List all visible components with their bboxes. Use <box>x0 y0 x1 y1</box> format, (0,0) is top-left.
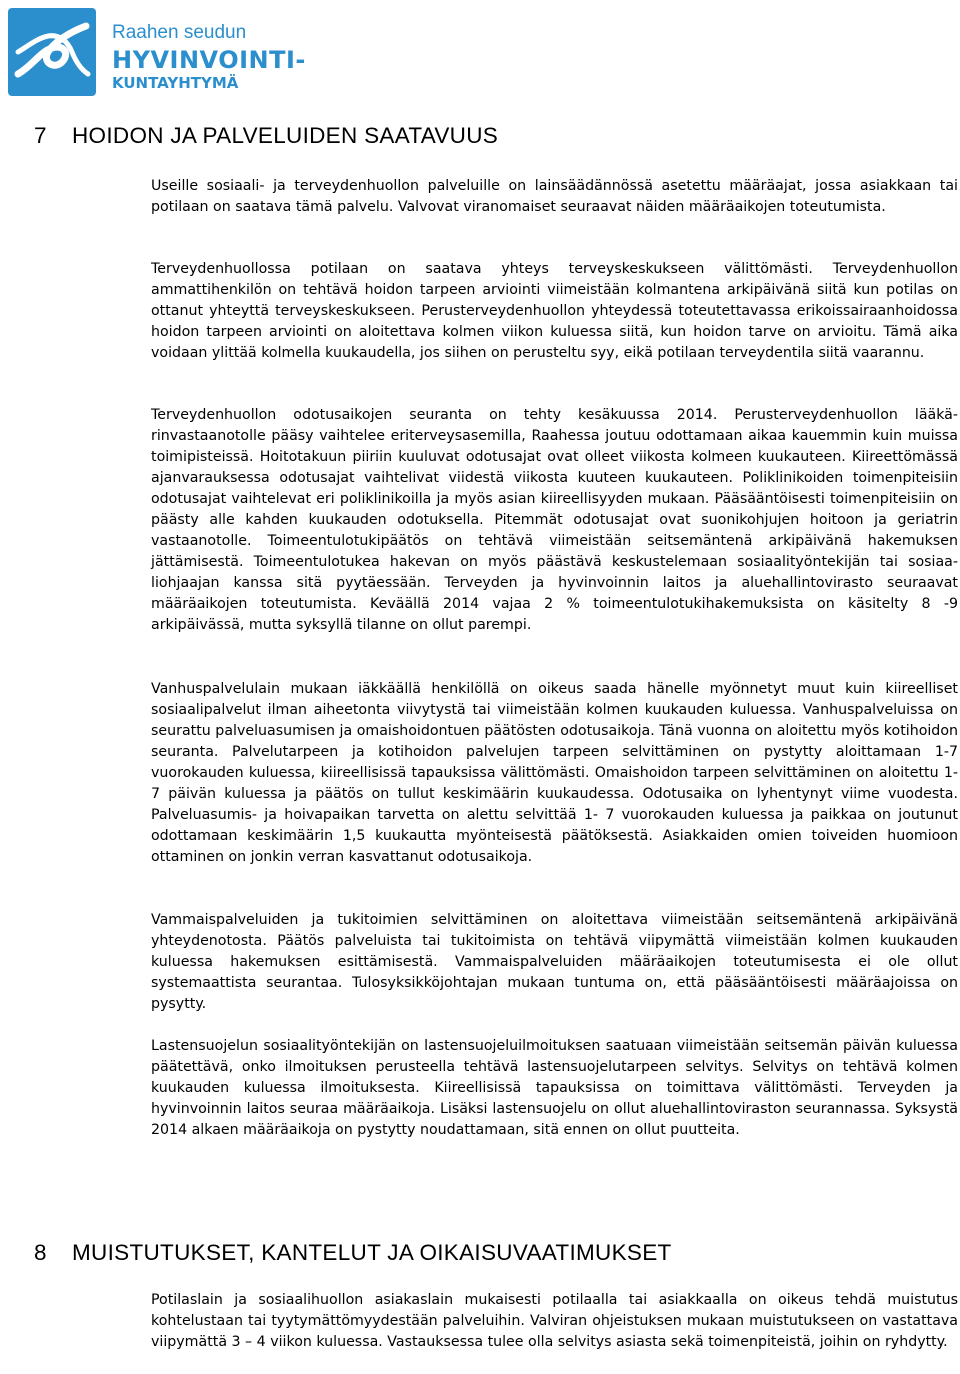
section-7-number: 7 <box>34 123 47 148</box>
logo-text-line2: HYVINVOINTI- <box>112 46 306 74</box>
section-7-paragraph: Useille sosiaali- ja terveydenhuollon palveluille on lainsäädännössä asetettu määräajat, jossa asiakkaan tai potilaan on saatava tämä palvelu. Valvovat viranomaiset seuraavat näiden määräaikojen toteutumista. <box>151 178 958 215</box>
section-7-paragraph: Terveydenhuollon odotusaikojen seuranta on tehty kesäkuussa 2014. Perusterveydenhuollon lääkärinvastaanotolle pääsy vaihtelee eriterveysasemilla, Raahessa joutuu odottamaan aikaa kauemmin kuin muissa toimipisteissä. Hoitotakuun piiriin kuuluvat odotusajat ovat olleet viikosta kolmeen kuukauteen. Kiireettömässä ajanvarauksessa odotusajat vaihtelivat viidestä viikosta kuuteen kuukauteen. Poliklinikoiden toimenpiteisiin odotusajat vaihtelevat eri poliklinikoilla ja myös asian kiireellisyyden mukaan. Pääsääntöisesti toimenpiteisiin on päästy alle kahden kuukauden odotuksella. Pitemmät odotusajat ovat suonikohjujen hoitoon ja geriatrin vastaanotolle. Toimeentulotukipäätös on tehtävä viimeistään seitsemäntenä arkipäivänä hakemuksen jättämisestä. Toimeentulotukea hakevan on myös päästävä keskustelemaan sosiaalityöntekijän tai sosiaaliohjaajan kanssa sitä pyytäessään. Terveyden ja hyvinvoinnin laitos ja aluehallintovirasto seuraavat määräaikojen toteutumista. Keväällä 2014 vajaa 2 % toimeentulotukihakemuksista on käsitelty 8 -9 arkipäivässä, mutta syksyllä tilanne on ollut parempi. <box>151 407 958 633</box>
logo-text-line1: Raahen seudun <box>112 22 247 43</box>
section-8-number: 8 <box>34 1240 47 1265</box>
section-7-title: HOIDON JA PALVELUIDEN SAATAVUUS <box>72 123 499 148</box>
section-7-paragraph: Lastensuojelun sosiaalityöntekijän on lastensuojeluilmoituksen saatuaan viimeistään seitsemän päivän kuluessa päätettävä, onko ilmoituksen perusteella tehtävä lastensuojelutarpeen selvitys. Selvitys on tehtävä kolmen kuukauden kuluessa ilmoituksesta. Kiireellisissä tapauksissa on toimittava välittömästi. Terveyden ja hyvinvoinnin laitos seuraa määräaikoja. Lisäksi lastensuojelu on ollut aluehallintoviraston seurannassa. Syksystä 2014 alkaen määräaikoja on pystytty noudattamaan, sitä ennen on ollut puutteita. <box>151 1038 958 1138</box>
section-8-heading <box>34 1240 672 1266</box>
section-7-heading <box>34 123 498 149</box>
section-7-paragraph: Vanhuspalvelulain mukaan iäkkäällä henkilöllä on oikeus saada hänelle myönnetyt muut kuin kiireelliset sosiaalipalvelut ilman aiheetonta viivytystä tai viimeistään kolmen kuukauden kuluessa. Vanhuspalveluissa on seurattu palveluasumisen ja omaishoidontuen päätösten odotusaikoja. Tänä vuonna on aloitettu myös kotihoidon seuranta. Palvelutarpeen ja kotihoidon palvelujen tarpeen selvittäminen on pystytty aloittamaan 1-7 vuorokauden kuluessa, kiireellisissä tapauksissa välittömästi. Omaishoidon tarpeen selvittäminen on aloitettu 1-7 päivän kuluessa ja päätös on tullut keskimäärin kuukaudessa. Odotusaika on lyhentynyt viime vuodesta. Palveluasumis- ja hoivapaikan tarvetta on alettu selvittää 1- 7 vuorokauden kuluessa ja paikkaa on joutunut odottamaan keskimäärin 1,5 kuukautta myönteisestä päätöksestä. Asiakkaiden omien toiveiden huomioon ottaminen on jonkin verran kasvattanut odotusaikoja. <box>151 681 958 865</box>
logo-text-line3: KUNTAYHTYMÄ <box>112 74 239 92</box>
section-7-paragraph: Vammaispalveluiden ja tukitoimien selvittäminen on aloitettava viimeistään seitsemäntenä arkipäivänä yhteydenotosta. Päätös palveluista tai tukitoimista on tehtävä viipymättä viimeistään kolmen kuukauden kuluessa hakemuksen esittämisestä. Vammaispalveluiden määräaikojen toteutumisesta ei ole ollut systemaattista seurantaa. Tulosyksikköjohtajan mukaan tuntuma on, että pääsääntöisesti määräajoissa on pysytty. <box>151 912 958 1012</box>
section-8-paragraph: Potilaslain ja sosiaalihuollon asiakaslain mukaisesti potilaalla tai asiakkaalla on oikeus tehdä muistutus kohtelustaan tai tyytymättömyydestään palveluihin. Valviran ohjeistuksen mukaan muistutukseen on vastattava viipymättä 3 – 4 viikon kuluessa. Vastauksessa tulee olla selvitys asiasta sekä toimenpiteistä, joihin on ryhdytty. <box>151 1292 958 1350</box>
section-7-paragraph: Terveydenhuollossa potilaan on saatava yhteys terveyskeskukseen välittömästi. Terveydenhuollon ammattihenkilön on tehtävä hoidon tarpeen arviointi viimeistään kolmantena arkipäivänä siitä kun potilas on ottanut yhteyttä terveyskeskukseen. Perusterveydenhuollon yhteydessä toteutettavassa erikoissairaanhoidossa hoidon tarpeen arviointi on aloitettava kolmen viikon kuluessa siitä, kun hoidon tarve on arvioitu. Tämä aika voidaan ylittää kolmella kuukaudella, jos siihen on perusteltu syy, eikä potilaan terveydentila siitä vaarannu. <box>151 261 958 361</box>
organization-logo <box>8 8 308 100</box>
knot-logo-icon <box>8 8 96 96</box>
section-8-title: MUISTUTUKSET, KANTELUT JA OIKAISUVAATIMUKSET <box>72 1240 672 1265</box>
